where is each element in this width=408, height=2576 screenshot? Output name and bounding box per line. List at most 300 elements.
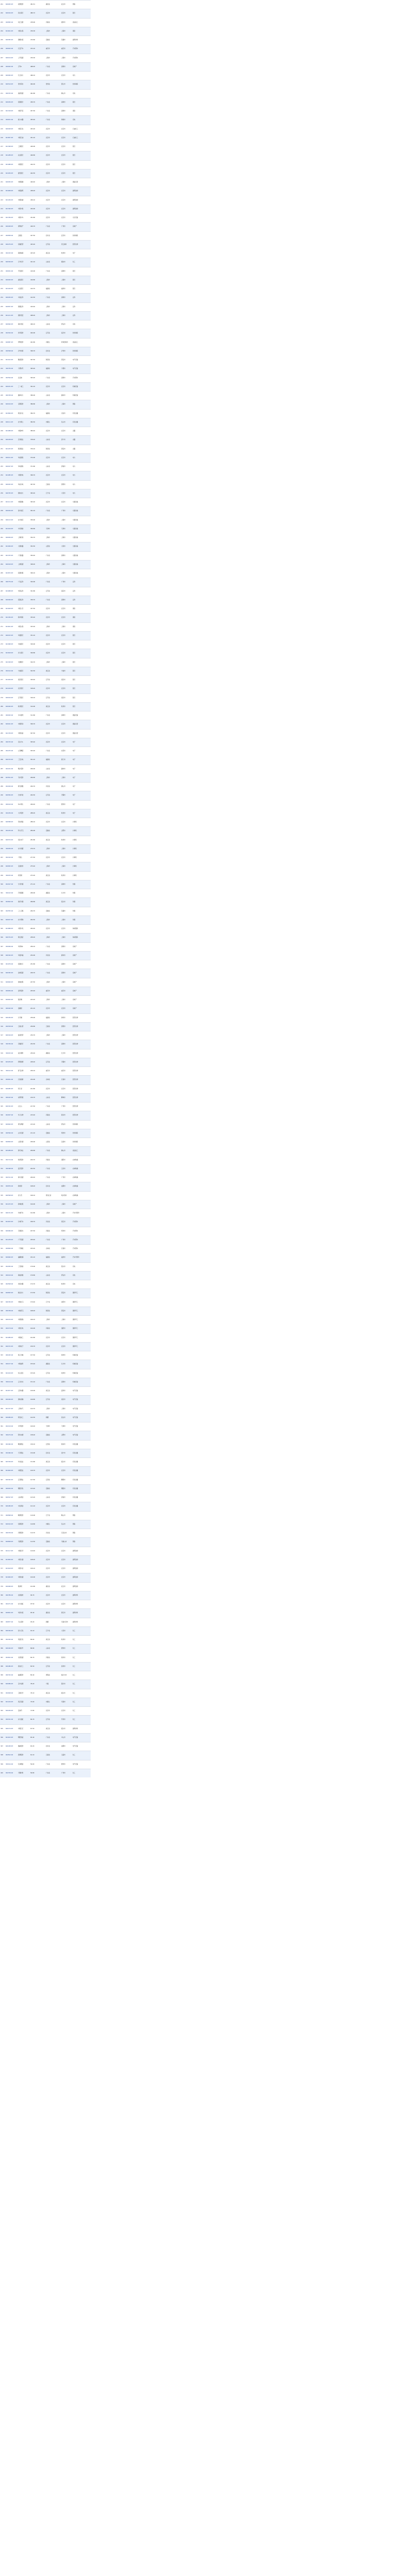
- city-cell: 北京市: [61, 471, 72, 480]
- value-cell: 176.80: [30, 1271, 45, 1280]
- rank-cell: 329: [0, 1138, 5, 1147]
- city-cell: 北京市: [61, 1342, 72, 1351]
- stock-code-cell: 002236.SZ: [5, 809, 18, 818]
- company-name-cell: 北新建材: [18, 1591, 30, 1600]
- stock-code-cell: 000002.SZ: [5, 62, 18, 71]
- province-cell: 四川省: [45, 231, 61, 240]
- value-cell: 273.20: [30, 871, 45, 880]
- rank-cell: 235: [0, 302, 5, 311]
- stock-code-cell: 600299.SH: [5, 1707, 18, 1716]
- table-row: [0, 1484, 91, 1493]
- city-cell: 云浮市: [61, 1164, 72, 1173]
- province-cell: 福建省: [45, 756, 61, 765]
- rank-cell: 364: [0, 1449, 5, 1458]
- province-cell: 江苏省: [45, 587, 61, 596]
- industry-cell: 汽车整车: [72, 1245, 91, 1253]
- value-cell: 286.10: [30, 818, 45, 827]
- city-cell: 包头市: [61, 418, 72, 427]
- company-name-cell: 海尔智家: [18, 320, 30, 329]
- industry-cell: 电气设备: [72, 1733, 91, 1742]
- stock-code-cell: 601877.SH: [5, 1387, 18, 1396]
- value-cell: 324.70: [30, 658, 45, 667]
- table-row: [0, 658, 91, 667]
- stock-code-cell: 300274.SZ: [5, 1431, 18, 1440]
- industry-cell: 家电: [72, 1262, 91, 1271]
- company-name-cell: 紫光国微: [18, 783, 30, 791]
- city-cell: 大连市: [61, 489, 72, 498]
- value-cell: 412.50: [30, 294, 45, 302]
- table-row: [0, 160, 91, 169]
- city-cell: 哈尔滨市: [61, 1191, 72, 1200]
- industry-cell: 医药生物: [72, 1022, 91, 1031]
- table-row: [0, 640, 91, 649]
- province-cell: 北京市: [45, 427, 61, 436]
- value-cell: 134.00: [30, 1449, 45, 1458]
- province-cell: 山东省: [45, 1271, 61, 1280]
- province-cell: 重庆市: [45, 1067, 61, 1076]
- value-cell: 74.00: [30, 1698, 45, 1706]
- city-cell: 深圳市: [61, 98, 72, 107]
- company-name-cell: 保利地产: [18, 223, 30, 231]
- stock-code-cell: 300413.SZ: [5, 889, 18, 898]
- value-cell: 71.80: [30, 1707, 45, 1716]
- table-row: [0, 400, 91, 409]
- stock-code-cell: 300059.SZ: [5, 844, 18, 853]
- industry-cell: 保险: [72, 27, 91, 36]
- rank-cell: 340: [0, 1235, 5, 1244]
- stock-code-cell: 603799.SH: [5, 1458, 18, 1467]
- company-name-cell: 用友网络: [18, 818, 30, 827]
- stock-code-cell: 002460.SZ: [5, 1440, 18, 1449]
- value-cell: 277.50: [30, 854, 45, 862]
- city-cell: 深圳市: [61, 1040, 72, 1049]
- city-cell: 大连市: [61, 1626, 72, 1635]
- rank-cell: 249: [0, 427, 5, 436]
- city-cell: 上海市: [61, 1031, 72, 1040]
- value-cell: 161.80: [30, 1333, 45, 1342]
- industry-cell: 饮料制造: [72, 1138, 91, 1147]
- city-cell: 宁德市: [61, 365, 72, 374]
- value-cell: 138.20: [30, 1431, 45, 1440]
- table-row: [0, 320, 91, 329]
- province-cell: 安徽省: [45, 1538, 61, 1547]
- stock-code-cell: 600588.SH: [5, 818, 18, 827]
- stock-code-cell: 600926.SH: [5, 702, 18, 711]
- value-cell: 333.20: [30, 622, 45, 631]
- rank-cell: 394: [0, 1716, 5, 1724]
- industry-cell: 房地产: [72, 1200, 91, 1209]
- value-cell: 386.80: [30, 400, 45, 409]
- table-row: [0, 676, 91, 685]
- value-cell: 322.50: [30, 667, 45, 675]
- city-cell: 洛阳市: [61, 1325, 72, 1333]
- rank-cell: 263: [0, 551, 5, 560]
- company-name-cell: 海螺水泥: [18, 36, 30, 45]
- value-cell: 243.20: [30, 996, 45, 1005]
- table-row: [0, 480, 91, 489]
- province-cell: 北京市: [45, 143, 61, 151]
- table-row: [0, 1298, 91, 1307]
- table-row: [0, 143, 91, 151]
- company-name-cell: 智飞生物: [18, 1067, 30, 1076]
- company-name-cell: 中环股份: [18, 1422, 30, 1431]
- value-cell: 131.80: [30, 1458, 45, 1467]
- stock-code-cell: 600703.SH: [5, 756, 18, 765]
- stock-code-cell: 002241.SZ: [5, 765, 18, 773]
- stock-code-cell: 600188.SH: [5, 436, 18, 445]
- table-row: [0, 1378, 91, 1386]
- province-cell: 河北省: [45, 1218, 61, 1227]
- city-cell: 郑州市: [61, 1227, 72, 1235]
- stock-code-cell: 600754.SH: [5, 934, 18, 942]
- stock-code-cell: 000656.SZ: [5, 987, 18, 995]
- industry-cell: 医药生物: [72, 1058, 91, 1066]
- rank-cell: 222: [0, 187, 5, 196]
- industry-cell: 建筑装饰: [72, 205, 91, 213]
- province-cell: 北京市: [45, 72, 61, 80]
- value-cell: 294.70: [30, 783, 45, 791]
- value-cell: 423.20: [30, 249, 45, 258]
- province-cell: 北京市: [45, 382, 61, 391]
- stock-code-cell: 600115.SH: [5, 516, 18, 524]
- industry-cell: 房地产: [72, 1005, 91, 1013]
- stock-code-cell: 300122.SZ: [5, 1067, 18, 1076]
- value-cell: 106.10: [30, 1565, 45, 1573]
- company-name-cell: 广发证券: [18, 578, 30, 587]
- value-cell: 179.00: [30, 1262, 45, 1271]
- city-cell: 昆明市: [61, 480, 72, 489]
- industry-cell: 房地产: [72, 960, 91, 969]
- province-cell: 湖北省: [45, 1582, 61, 1591]
- province-cell: 广东省: [45, 267, 61, 276]
- stock-code-cell: 600919.SH: [5, 693, 18, 702]
- industry-cell: 电力: [72, 463, 91, 471]
- company-name-cell: 歌尔股份: [18, 765, 30, 773]
- rank-cell: 233: [0, 285, 5, 294]
- industry-cell: 传媒: [72, 880, 91, 889]
- industry-cell: 农林牧渔: [72, 1174, 91, 1182]
- company-name-cell: 北京银行: [18, 685, 30, 693]
- rank-cell: 379: [0, 1582, 5, 1591]
- rank-cell: 225: [0, 214, 5, 223]
- rank-cell: 244: [0, 382, 5, 391]
- company-name-cell: 中信证券: [18, 294, 30, 302]
- stock-code-cell: 600050.SH: [5, 178, 18, 187]
- province-cell: 河南省: [45, 18, 61, 27]
- stock-code-cell: 000402.SZ: [5, 1005, 18, 1013]
- rank-cell: 314: [0, 1005, 5, 1013]
- industry-cell: 银行: [72, 151, 91, 160]
- province-cell: 北京市: [45, 818, 61, 827]
- rank-cell: 259: [0, 516, 5, 524]
- rank-cell: 246: [0, 400, 5, 409]
- table-row: [0, 1458, 91, 1467]
- industry-cell: 计算机: [72, 862, 91, 871]
- industry-cell: 医药生物: [72, 1084, 91, 1093]
- value-cell: 198.20: [30, 1182, 45, 1191]
- rank-cell: 324: [0, 1093, 5, 1102]
- table-row: [0, 249, 91, 258]
- city-cell: 深圳市: [61, 1378, 72, 1386]
- city-cell: 长沙市: [61, 1360, 72, 1369]
- city-cell: 上海市: [61, 516, 72, 524]
- industry-cell: 交通运输: [72, 569, 91, 578]
- table-row: [0, 1289, 91, 1298]
- company-name-cell: 龙佰集团: [18, 1653, 30, 1662]
- industry-cell: 建筑装饰: [72, 1555, 91, 1564]
- rank-cell: 360: [0, 1413, 5, 1422]
- industry-cell: 有色金属: [72, 1502, 91, 1511]
- stock-code-cell: 601615.SH: [5, 1733, 18, 1742]
- province-cell: 北京市: [45, 640, 61, 649]
- company-name-cell: 中国石油: [18, 133, 30, 142]
- province-cell: 山东省: [45, 1120, 61, 1129]
- rank-cell: 302: [0, 898, 5, 907]
- company-name-cell: 河钢股份: [18, 1529, 30, 1538]
- table-row: [0, 1120, 91, 1129]
- province-cell: 广东省: [45, 294, 61, 302]
- stock-code-cell: 600489.SH: [5, 1502, 18, 1511]
- rank-cell: 347: [0, 1298, 5, 1307]
- table-row: [0, 1387, 91, 1396]
- city-cell: 石家庄市: [61, 1529, 72, 1538]
- industry-cell: 房地产: [72, 223, 91, 231]
- rank-cell: 282: [0, 720, 5, 729]
- table-row: [0, 1138, 91, 1147]
- industry-cell: 化工: [72, 258, 91, 267]
- company-name-cell: 中国交建: [18, 1555, 30, 1564]
- table-row: [0, 1396, 91, 1404]
- stock-code-cell: 601872.SH: [5, 569, 18, 578]
- province-cell: 北京市: [45, 1005, 61, 1013]
- province-cell: 上海市: [45, 1316, 61, 1325]
- stock-code-cell: 601186.SH: [5, 196, 18, 205]
- province-cell: 内蒙古: [45, 338, 61, 347]
- company-name-cell: 正泰电器: [18, 1387, 30, 1396]
- province-cell: 北京市: [45, 720, 61, 729]
- table-row: [0, 1245, 91, 1253]
- stock-code-cell: 600900.SH: [5, 72, 18, 80]
- value-cell: 436.10: [30, 196, 45, 205]
- rank-cell: 297: [0, 854, 5, 862]
- company-name-cell: 中航光电: [18, 1325, 30, 1333]
- company-name-cell: 中金黄金: [18, 1502, 30, 1511]
- value-cell: 271.10: [30, 880, 45, 889]
- city-cell: 广州市: [61, 578, 72, 587]
- province-cell: 广东省: [45, 596, 61, 604]
- company-name-cell: 同花顺: [18, 871, 30, 880]
- rank-cell: 365: [0, 1458, 5, 1467]
- stock-code-cell: 601390.SH: [5, 205, 18, 213]
- company-name-cell: 长城汽车: [18, 1218, 30, 1227]
- table-row: [0, 1413, 91, 1422]
- table-row: [0, 1164, 91, 1173]
- province-cell: 浙江省: [45, 1689, 61, 1698]
- value-cell: 121.10: [30, 1502, 45, 1511]
- industry-cell: 电气设备: [72, 1760, 91, 1769]
- company-name-cell: 上港集团: [18, 560, 30, 569]
- city-cell: 广州市: [61, 1103, 72, 1111]
- rank-cell: 280: [0, 702, 5, 711]
- city-cell: 宜宾市: [61, 231, 72, 240]
- value-cell: 292.50: [30, 791, 45, 800]
- city-cell: 上海市: [61, 302, 72, 311]
- city-cell: 上海市: [61, 311, 72, 320]
- value-cell: 299.00: [30, 765, 45, 773]
- value-cell: 232.50: [30, 1040, 45, 1049]
- company-name-cell: 分众传媒: [18, 880, 30, 889]
- rank-cell: 290: [0, 791, 5, 800]
- industry-cell: 有色金属: [72, 1458, 91, 1467]
- value-cell: 408.20: [30, 311, 45, 320]
- rank-cell: 368: [0, 1484, 5, 1493]
- industry-cell: 建筑材料: [72, 1618, 91, 1626]
- industry-cell: 有色金属: [72, 1476, 91, 1484]
- value-cell: 189.70: [30, 1218, 45, 1227]
- table-row: [0, 1636, 91, 1645]
- industry-cell: 有色金属: [72, 1449, 91, 1458]
- stock-code-cell: 300760.SZ: [5, 1040, 18, 1049]
- stock-code-cell: 600887.SH: [5, 338, 18, 347]
- company-name-cell: 盐湖股份: [18, 1671, 30, 1680]
- industry-cell: 饮料制造: [72, 329, 91, 338]
- stock-code-cell: 600332.SH: [5, 1103, 18, 1111]
- city-cell: 嘉兴市: [61, 1458, 72, 1467]
- company-name-cell: 中航西飞: [18, 1307, 30, 1315]
- table-row: [0, 1698, 91, 1706]
- company-name-cell: 三七互娱: [18, 907, 30, 916]
- city-cell: 上海市: [61, 400, 72, 409]
- table-row: [0, 1209, 91, 1218]
- value-cell: 93.20: [30, 1618, 45, 1626]
- city-cell: 福州市: [61, 1253, 72, 1262]
- table-row: [0, 54, 91, 62]
- province-cell: 黑龙江省: [45, 1191, 61, 1200]
- value-cell: 170.40: [30, 1298, 45, 1307]
- city-cell: 大同市: [61, 543, 72, 551]
- rank-cell: 261: [0, 534, 5, 543]
- rank-cell: 250: [0, 436, 5, 445]
- value-cell: 290.40: [30, 800, 45, 809]
- province-cell: 福建省: [45, 1253, 61, 1262]
- industry-cell: 石油化工: [72, 133, 91, 142]
- value-cell: 213.20: [30, 1120, 45, 1129]
- industry-cell: 有色金属: [72, 1440, 91, 1449]
- stock-code-cell: 603501.SH: [5, 773, 18, 782]
- industry-cell: 化工: [72, 1671, 91, 1680]
- company-name-cell: 海天味业: [18, 1147, 30, 1156]
- stock-code-cell: 600660.SH: [5, 1253, 18, 1262]
- table-row: [0, 436, 91, 445]
- province-cell: 浙江省: [45, 871, 61, 880]
- table-row: [0, 98, 91, 107]
- company-name-cell: 三安光电: [18, 756, 30, 765]
- city-cell: 北京市: [61, 729, 72, 738]
- table-row: [0, 1440, 91, 1449]
- province-cell: 广东省: [45, 960, 61, 969]
- table-row: [0, 18, 91, 27]
- rank-cell: 391: [0, 1689, 5, 1698]
- value-cell: 451.10: [30, 133, 45, 142]
- stock-code-cell: 000858.SZ: [5, 231, 18, 240]
- rank-cell: 202: [0, 9, 5, 18]
- stock-code-cell: 601899.SH: [5, 409, 18, 418]
- table-row: [0, 72, 91, 80]
- rank-cell: 229: [0, 249, 5, 258]
- rank-cell: 304: [0, 916, 5, 924]
- company-name-cell: 新希望: [18, 1182, 30, 1191]
- province-cell: 上海市: [45, 978, 61, 987]
- value-cell: 481.51: [30, 1, 45, 9]
- industry-cell: 交通运输: [72, 534, 91, 543]
- table-row: [0, 1502, 91, 1511]
- city-cell: 上海市: [61, 276, 72, 284]
- province-cell: 广东省: [45, 747, 61, 756]
- company-name-cell: 隆基股份: [18, 356, 30, 365]
- industry-cell: 有色金属: [72, 1494, 91, 1502]
- city-cell: 北京市: [61, 1707, 72, 1716]
- province-cell: 河北省: [45, 951, 61, 960]
- city-cell: 宁波市: [61, 667, 72, 675]
- city-cell: 北京市: [61, 631, 72, 640]
- company-name-cell: 恒立液压: [18, 1369, 30, 1378]
- city-cell: 遂宁市: [61, 1449, 72, 1458]
- value-cell: 449.00: [30, 143, 45, 151]
- industry-cell: 交运设备: [72, 214, 91, 223]
- value-cell: 374.00: [30, 453, 45, 462]
- stock-code-cell: 600009.SH: [5, 534, 18, 543]
- company-name-cell: 东方航空: [18, 516, 30, 524]
- province-cell: 北京市: [45, 169, 61, 178]
- value-cell: 335.40: [30, 614, 45, 622]
- rank-cell: 374: [0, 1538, 5, 1547]
- table-row: [0, 987, 91, 995]
- rank-cell: 369: [0, 1494, 5, 1502]
- province-cell: 北京市: [45, 1565, 61, 1573]
- stock-code-cell: 600029.SH: [5, 507, 18, 516]
- stock-code-cell: 600028.SH: [5, 125, 18, 133]
- value-cell: 314.00: [30, 702, 45, 711]
- company-name-cell: 中国船舶: [18, 1316, 30, 1325]
- value-cell: 196.10: [30, 1191, 45, 1200]
- company-name-cell: 兖州煤业: [18, 436, 30, 445]
- company-name-cell: 宝信软件: [18, 862, 30, 871]
- city-cell: 烟台市: [61, 258, 72, 267]
- industry-cell: 电子: [72, 783, 91, 791]
- industry-cell: 休闲服务: [72, 925, 91, 934]
- province-cell: 上海市: [45, 54, 61, 62]
- rank-cell: 278: [0, 685, 5, 693]
- value-cell: 472.10: [30, 45, 45, 54]
- rank-cell: 325: [0, 1103, 5, 1111]
- city-cell: 深圳市: [61, 960, 72, 969]
- city-cell: 温州市: [61, 1387, 72, 1396]
- province-cell: 浙江省: [45, 249, 61, 258]
- stock-code-cell: 600809.SH: [5, 1138, 18, 1147]
- city-cell: 上海市: [61, 996, 72, 1005]
- value-cell: 125.40: [30, 1484, 45, 1493]
- rank-cell: 256: [0, 489, 5, 498]
- value-cell: 254.00: [30, 951, 45, 960]
- province-cell: 浙江省: [45, 702, 61, 711]
- stock-code-cell: 300498.SZ: [5, 1164, 18, 1173]
- value-cell: 168.20: [30, 1307, 45, 1315]
- table-row: [0, 1191, 91, 1200]
- stock-code-cell: 601919.SH: [5, 524, 18, 533]
- province-cell: 陕西省: [45, 445, 61, 453]
- table-row: [0, 1476, 91, 1484]
- value-cell: 89.00: [30, 1636, 45, 1645]
